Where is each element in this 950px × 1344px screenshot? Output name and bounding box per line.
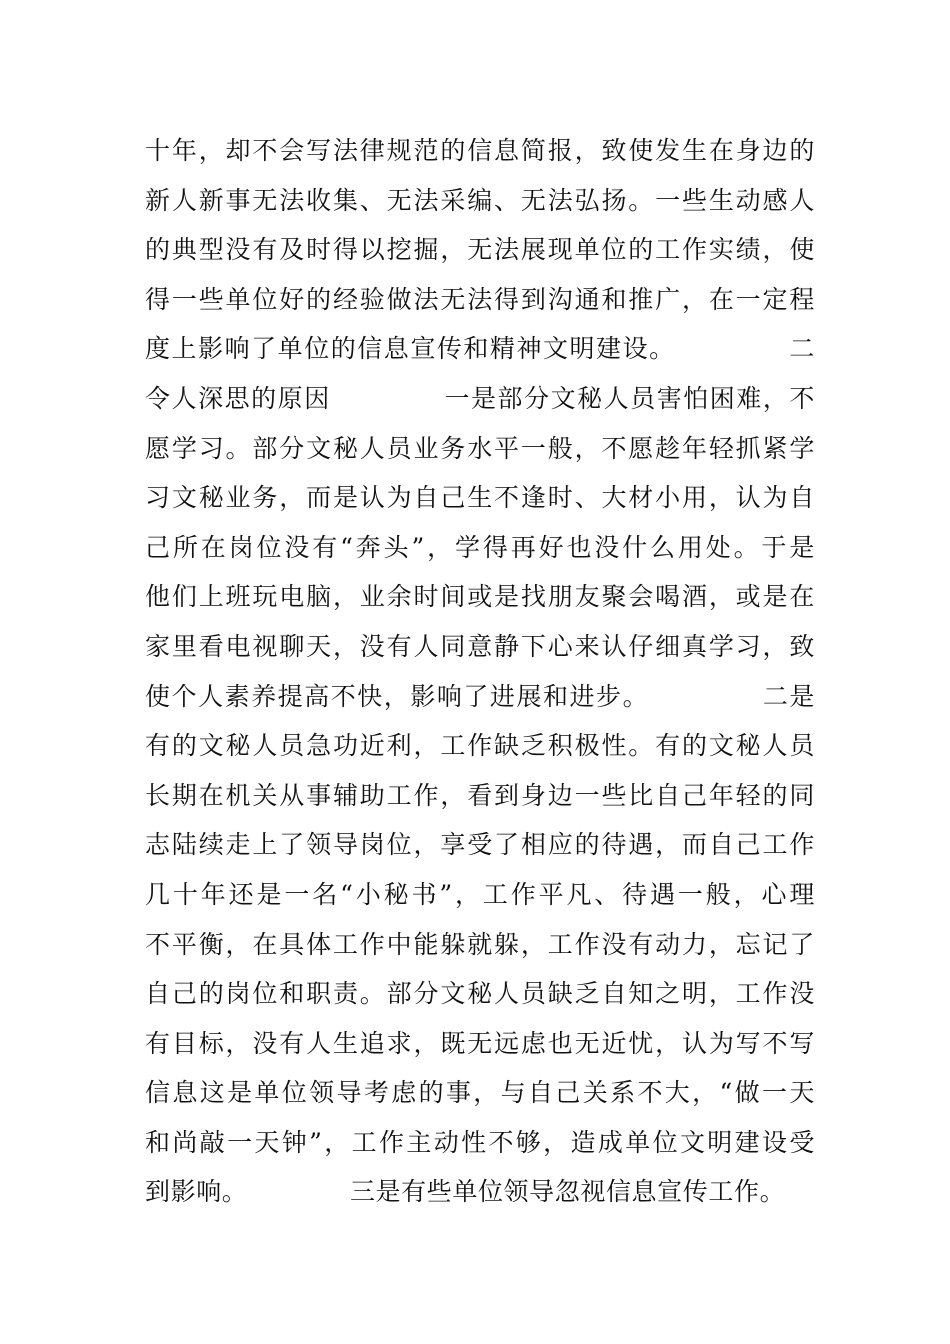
body-text [145,126,815,1217]
text-line: 的典型没有及时得以挖掘，无法展现单位的工作实绩，使 [145,235,815,265]
text-line: 信息这是单位领导考虑的事，与自己关系不大，“做一天 [145,1078,815,1108]
text-line: 有的文秘人员急功近利，工作缺乏积极性。有的文秘人员 [145,731,815,761]
text-line: 和尚敲一天钟”，工作主动性不够，造成单位文明建设受 [145,1127,815,1157]
text-line: 长期在机关从事辅助工作，看到身边一些比自己年轻的同 [145,780,815,810]
text-line: 他们上班玩电脑，业余时间或是找朋友聚会喝酒，或是在 [145,582,815,612]
text-line: 度上影响了单位的信息宣传和精神文明建设。 二 [145,334,815,364]
text-line: 志陆续走上了领导岗位，享受了相应的待遇，而自己工作 [145,830,815,860]
text-line: 愿学习。部分文秘人员业务水平一般，不愿趁年轻抓紧学 [145,433,815,463]
text-line: 新人新事无法收集、无法采编、无法弘扬。一些生动感人 [145,185,815,215]
text-line: 自己的岗位和职责。部分文秘人员缺乏自知之明，工作没 [145,979,815,1009]
text-line: 令人深思的原因 一是部分文秘人员害怕困难，不 [145,383,815,413]
text-line: 习文秘业务，而是认为自己生不逢时、大材小用，认为自 [145,483,815,513]
text-line: 有目标，没有人生追求，既无远虑也无近忧，认为写不写 [145,1028,815,1058]
text-line: 十年，却不会写法律规范的信息简报，致使发生在身边的 [145,136,815,165]
text-line: 使个人素养提高不快，影响了进展和进步。 二是 [145,681,815,711]
text-line: 不平衡，在具体工作中能躲就躲，工作没有动力，忘记了 [145,929,815,959]
text-line: 己所在岗位没有“奔头”，学得再好也没什么用处。于是 [145,532,815,562]
text-line: 得一些单位好的经验做法无法得到沟通和推广，在一定程 [145,284,815,314]
text-line: 几十年还是一名“小秘书”，工作平凡、待遇一般，心理 [145,879,815,909]
text-line: 到影响。 三是有些单位领导忽视信息宣传工作。 [145,1177,786,1207]
text-line: 家里看电视聊天，没有人同意静下心来认仔细真学习，致 [145,631,815,661]
